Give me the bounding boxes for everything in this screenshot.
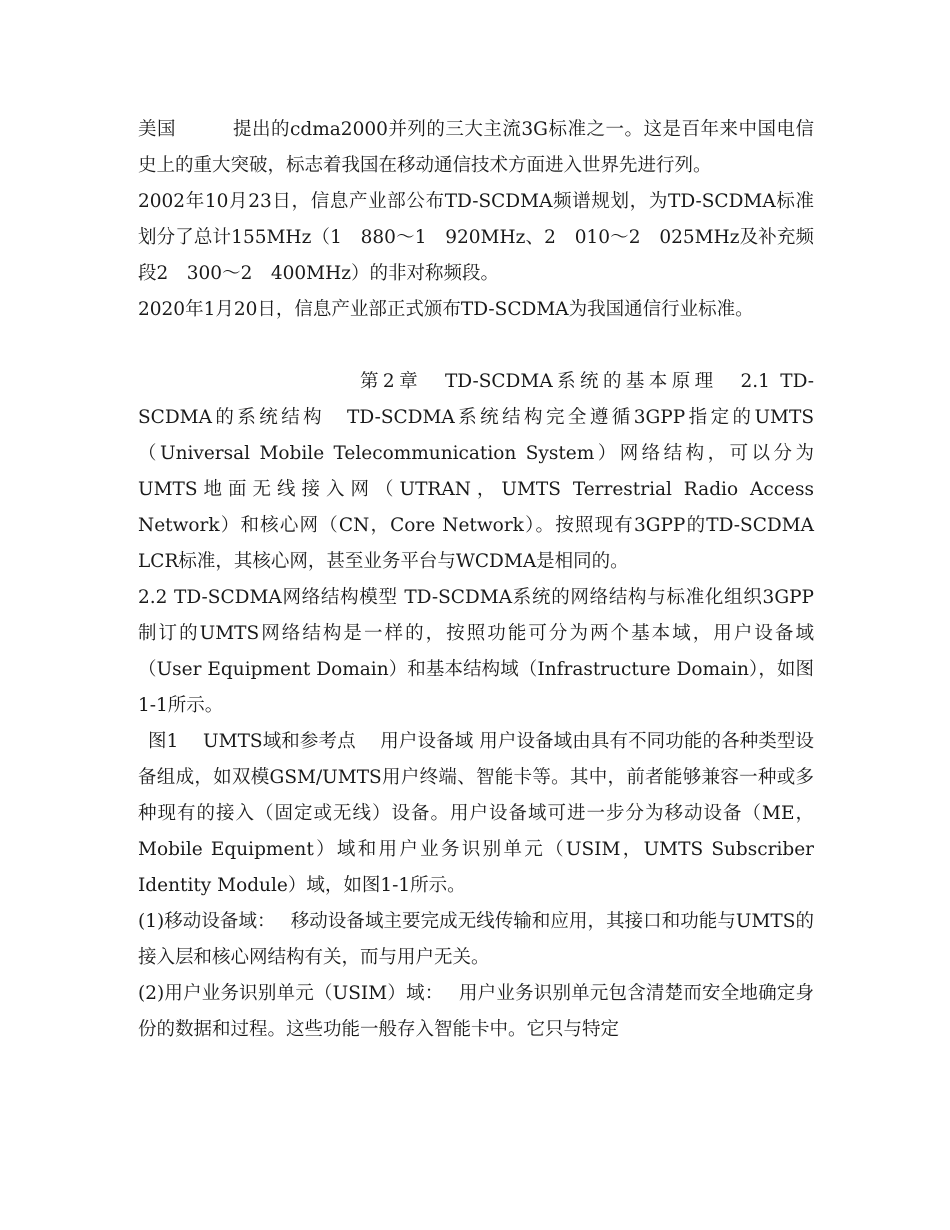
paragraph-chapter-2-system-structure: 第2章 TD-SCDMA系统的基本原理 2.1 TD-SCDMA的系统结构 TD-SCDMA系统结构完全遵循3GPP指定的UMTS（Universal Mobile Telecommunication System）网络结构，可以分为UMTS地面无线接入网（UTRAN，UMTS Terrestrial Radio Access Network）和核心网（CN，Core Network）。按照现有3GPP的TD-SCDMA LCR标准，其核心网，甚至业务平台与WCDMA是相同的。	[138, 371, 820, 572]
paragraph-industry-standard: 2020年1月20日，信息产业部正式颁布TD-SCDMA为我国通信行业标准。	[138, 299, 754, 320]
paragraph-spectrum-plan: 2002年10月23日，信息产业部公布TD-SCDMA频谱规划，为TD-SCDMA标准划分了总计155MHz（1 880～1 920MHz、2 010～2 025MHz及补充频段2 300～2 400MHz）的非对称频段。	[138, 191, 814, 284]
document-page	[138, 112, 820, 1048]
blank-line	[138, 328, 814, 364]
paragraph-mobile-equipment-domain: (1)移动设备域： 移动设备域主要完成无线传输和应用，其接口和功能与UMTS的接入层和核心网结构有关，而与用户无关。	[138, 911, 814, 968]
paragraph-usim-domain: (2)用户业务识别单元（USIM）域： 用户业务识别单元包含清楚而安全地确定身份的数据和过程。这些功能一般存入智能卡中。它只与特定	[138, 983, 814, 1040]
paragraph-network-model: 2.2 TD-SCDMA网络结构模型 TD-SCDMA系统的网络结构与标准化组织3GPP制订的UMTS网络结构是一样的，按照功能可分为两个基本域，用户设备域（User Equipment Domain）和基本结构域（Infrastructure Domain），如图1-1所示。	[138, 587, 814, 716]
paragraph-3g-standard: 美国 提出的cdma2000并列的三大主流3G标准之一。这是百年来中国电信史上的重大突破，标志着我国在移动通信技术方面进入世界先进行列。	[138, 119, 814, 176]
paragraph-figure-user-equipment-domain: 图1 UMTS域和参考点 用户设备域 用户设备域由具有不同功能的各种类型设备组成，如双模GSM/UMTS用户终端、智能卡等。其中，前者能够兼容一种或多种现有的接入（固定或无线）设备。用户设备域可进一步分为移动设备（ME，Mobile Equipment）域和用户业务识别单元（USIM，UMTS Subscriber Identity Module）域，如图1-1所示。	[138, 731, 820, 896]
